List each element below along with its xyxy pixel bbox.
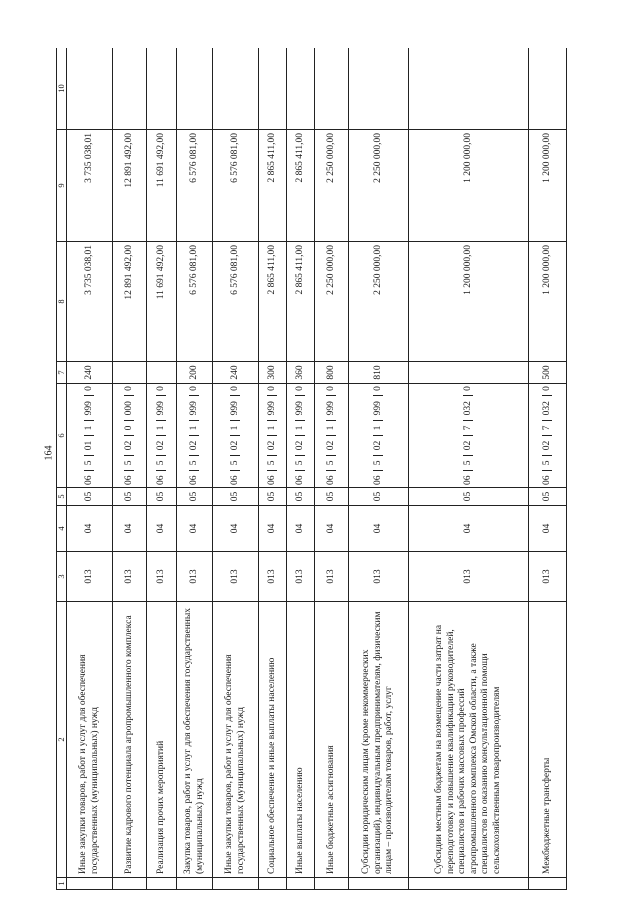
target-article-part: 02 [123, 440, 134, 451]
row-number-cell [113, 878, 147, 890]
target-article-part: 0 [229, 386, 240, 391]
amount-cell: 1 200 000,00 [529, 242, 567, 362]
expense-type-cell [113, 362, 147, 384]
amount-cell: 6 576 081,00 [213, 242, 259, 362]
header-cell: 1 [57, 878, 67, 890]
table-row [529, 48, 567, 890]
subsection-code-cell: 05 [315, 488, 349, 506]
subsection-code-cell: 05 [409, 488, 529, 506]
rotated-table-wrapper [56, 48, 616, 890]
target-article-cell [259, 384, 287, 488]
target-article-part: 5 [462, 460, 473, 466]
target-article-part: 999 [83, 401, 94, 416]
target-article-part: 0 [155, 386, 166, 391]
amount-cell: 6 576 081,00 [213, 130, 259, 242]
amount-cell: 1 200 000,00 [409, 242, 529, 362]
row-name-cell: Иные закупки товаров, работ и услуг для обеспечения государственных (муниципальных) нужд [67, 602, 113, 878]
expense-type-cell: 360 [287, 362, 315, 384]
table-row [177, 48, 213, 890]
header-cell: 4 [57, 506, 67, 552]
target-article-part: 5 [188, 460, 199, 466]
target-article-part: 0 [294, 386, 305, 391]
target-article-part: 000 [123, 401, 134, 416]
table-row [113, 48, 147, 890]
row-name-cell: Социальное обеспечение и иные выплаты населению [259, 602, 287, 878]
ministry-code-cell: 013 [259, 552, 287, 602]
amount-cell: 3 735 038,01 [67, 242, 113, 362]
row-number-cell [259, 878, 287, 890]
table-row [259, 48, 287, 890]
target-article-part: 1 [325, 425, 336, 431]
amount-cell: 2 865 411,00 [287, 130, 315, 242]
target-article-cell [287, 384, 315, 488]
table-row [287, 48, 315, 890]
expense-type-cell: 200 [177, 362, 213, 384]
header-cell: 3 [57, 552, 67, 602]
target-article-part: 7 [541, 425, 552, 431]
expense-type-cell [409, 362, 529, 384]
target-article-part: 06 [325, 475, 336, 485]
section-code-cell: 04 [349, 506, 409, 552]
target-article-part: 02 [372, 440, 383, 451]
amount-cell: 2 250 000,00 [349, 242, 409, 362]
document-page [56, 48, 616, 890]
subsection-code-cell: 05 [177, 488, 213, 506]
row-name-cell: Иные бюджетные ассигнования [315, 602, 349, 878]
header-cell: 2 [57, 602, 67, 878]
target-article-part: 5 [229, 460, 240, 466]
expense-type-cell: 500 [529, 362, 567, 384]
subsection-code-cell: 05 [67, 488, 113, 506]
header-row [57, 48, 67, 890]
target-article-part: 06 [294, 475, 305, 485]
amount-cell: 11 691 492,00 [147, 130, 177, 242]
amount-cell [259, 48, 287, 130]
target-article-part: 06 [462, 475, 473, 485]
target-article-part: 06 [372, 475, 383, 485]
amount-cell: 12 891 492,00 [113, 242, 147, 362]
target-article-cell [147, 384, 177, 488]
ministry-code-cell: 013 [349, 552, 409, 602]
target-article-part: 02 [325, 440, 336, 451]
target-article-part: 1 [372, 425, 383, 431]
target-article-part: 06 [229, 475, 240, 485]
page-number: 164 [43, 445, 55, 461]
ministry-code-cell: 013 [177, 552, 213, 602]
header-cell: 9 [57, 130, 67, 242]
header-cell: 6 [57, 384, 67, 488]
expense-type-cell: 240 [67, 362, 113, 384]
row-name-cell: Субсидии местным бюджетам на возмещение части затрат на переподготовку и повышение квалификации руководителей, специалистов и рабочих массовых профессий агропромышленного комплекса Омской области, а также специалистов по оказанию консультационной помощи сельскохозяйственным товаропроизводителям [409, 602, 529, 878]
section-code-cell: 04 [113, 506, 147, 552]
header-cell: 5 [57, 488, 67, 506]
target-article-part: 1 [266, 425, 277, 431]
subsection-code-cell: 05 [113, 488, 147, 506]
target-article-part: 5 [266, 460, 277, 466]
row-number-cell [529, 878, 567, 890]
amount-cell: 2 250 000,00 [349, 130, 409, 242]
target-article-part: 1 [188, 425, 199, 431]
amount-cell [147, 48, 177, 130]
section-code-cell: 04 [147, 506, 177, 552]
section-code-cell: 04 [409, 506, 529, 552]
target-article-part: 999 [155, 401, 166, 416]
amount-cell: 3 735 038,01 [67, 130, 113, 242]
target-article-part: 02 [229, 440, 240, 451]
target-article-part: 02 [266, 440, 277, 451]
budget-table [56, 48, 567, 890]
amount-cell: 6 576 081,00 [177, 130, 213, 242]
target-article-cell [113, 384, 147, 488]
header-cell: 10 [57, 48, 67, 130]
target-article-part: 999 [266, 401, 277, 416]
target-article-part: 06 [541, 475, 552, 485]
target-article-part: 5 [541, 460, 552, 466]
section-code-cell: 04 [67, 506, 113, 552]
ministry-code-cell: 013 [529, 552, 567, 602]
target-article-part: 0 [325, 386, 336, 391]
row-number-cell [315, 878, 349, 890]
ministry-code-cell: 013 [287, 552, 315, 602]
amount-cell [529, 48, 567, 130]
table-row [213, 48, 259, 890]
target-article-part: 02 [188, 440, 199, 451]
ministry-code-cell: 013 [409, 552, 529, 602]
row-name-cell: Реализация прочих мероприятий [147, 602, 177, 878]
target-article-part: 0 [188, 386, 199, 391]
target-article-part: 0 [462, 386, 473, 391]
table-row [67, 48, 113, 890]
target-article-cell [177, 384, 213, 488]
subsection-code-cell: 05 [147, 488, 177, 506]
row-number-cell [177, 878, 213, 890]
target-article-cell [409, 384, 529, 488]
section-code-cell: 04 [287, 506, 315, 552]
amount-cell: 1 200 000,00 [529, 130, 567, 242]
target-article-part: 0 [83, 386, 94, 391]
row-number-cell [349, 878, 409, 890]
target-article-part: 0 [123, 425, 134, 431]
amount-cell: 2 250 000,00 [315, 242, 349, 362]
expense-type-cell: 800 [315, 362, 349, 384]
amount-cell [287, 48, 315, 130]
amount-cell [349, 48, 409, 130]
target-article-cell [315, 384, 349, 488]
target-article-part: 02 [462, 440, 473, 451]
target-article-part: 02 [541, 440, 552, 451]
row-number-cell [287, 878, 315, 890]
target-article-part: 06 [155, 475, 166, 485]
amount-cell: 2 865 411,00 [259, 242, 287, 362]
target-article-part: 06 [83, 475, 94, 485]
target-article-part: 0 [541, 386, 552, 391]
amount-cell [67, 48, 113, 130]
target-article-cell [529, 384, 567, 488]
target-article-part: 5 [155, 460, 166, 466]
amount-cell: 1 200 000,00 [409, 130, 529, 242]
amount-cell: 2 865 411,00 [259, 130, 287, 242]
target-article-part: 06 [188, 475, 199, 485]
amount-cell [177, 48, 213, 130]
target-article-part: 1 [155, 425, 166, 431]
ministry-code-cell: 013 [213, 552, 259, 602]
table-row [409, 48, 529, 890]
table-row [315, 48, 349, 890]
target-article-part: 02 [294, 440, 305, 451]
row-number-cell [213, 878, 259, 890]
expense-type-cell: 810 [349, 362, 409, 384]
section-code-cell: 04 [315, 506, 349, 552]
amount-cell: 11 691 492,00 [147, 242, 177, 362]
target-article-part: 999 [325, 401, 336, 416]
target-article-part: 5 [372, 460, 383, 466]
subsection-code-cell: 05 [213, 488, 259, 506]
table-row [349, 48, 409, 890]
target-article-part: 999 [188, 401, 199, 416]
target-article-cell [349, 384, 409, 488]
target-article-part: 5 [294, 460, 305, 466]
ministry-code-cell: 013 [147, 552, 177, 602]
ministry-code-cell: 013 [113, 552, 147, 602]
target-article-cell [213, 384, 259, 488]
amount-cell: 2 865 411,00 [287, 242, 315, 362]
target-article-part: 032 [541, 401, 552, 416]
subsection-code-cell: 05 [529, 488, 567, 506]
target-article-part: 01 [83, 440, 94, 451]
amount-cell [213, 48, 259, 130]
ministry-code-cell: 013 [67, 552, 113, 602]
row-number-cell [409, 878, 529, 890]
target-article-part: 02 [155, 440, 166, 451]
target-article-part: 06 [266, 475, 277, 485]
section-code-cell: 04 [213, 506, 259, 552]
target-article-part: 0 [372, 386, 383, 391]
header-cell: 7 [57, 362, 67, 384]
row-number-cell [67, 878, 113, 890]
target-article-part: 999 [372, 401, 383, 416]
target-article-part: 1 [83, 425, 94, 431]
amount-cell [315, 48, 349, 130]
target-article-part: 032 [462, 401, 473, 416]
target-article-part: 1 [294, 425, 305, 431]
amount-cell: 2 250 000,00 [315, 130, 349, 242]
table-row [147, 48, 177, 890]
target-article-part: 5 [325, 460, 336, 466]
row-number-cell [147, 878, 177, 890]
section-code-cell: 04 [177, 506, 213, 552]
target-article-part: 5 [83, 460, 94, 466]
subsection-code-cell: 05 [259, 488, 287, 506]
subsection-code-cell: 05 [287, 488, 315, 506]
expense-type-cell [147, 362, 177, 384]
amount-cell [113, 48, 147, 130]
target-article-cell [67, 384, 113, 488]
amount-cell: 6 576 081,00 [177, 242, 213, 362]
amount-cell: 12 891 492,00 [113, 130, 147, 242]
expense-type-cell: 300 [259, 362, 287, 384]
target-article-part: 0 [123, 386, 134, 391]
row-name-cell: Иные закупки товаров, работ и услуг для обеспечения государственных (муниципальных) нужд [213, 602, 259, 878]
row-name-cell: Межбюджетные трансферты [529, 602, 567, 878]
target-article-part: 5 [123, 460, 134, 466]
row-name-cell: Иные выплаты населению [287, 602, 315, 878]
section-code-cell: 04 [259, 506, 287, 552]
row-name-cell: Закупка товаров, работ и услуг для обеспечения государственных (муниципальных) нужд [177, 602, 213, 878]
expense-type-cell: 240 [213, 362, 259, 384]
row-name-cell: Субсидии юридическим лицам (кроме некоммерческих организаций), индивидуальным предпринимателям, физическим лицам – производителям товаров, работ, услуг [349, 602, 409, 878]
header-cell: 8 [57, 242, 67, 362]
target-article-part: 999 [294, 401, 305, 416]
target-article-part: 1 [229, 425, 240, 431]
section-code-cell: 04 [529, 506, 567, 552]
ministry-code-cell: 013 [315, 552, 349, 602]
target-article-part: 0 [266, 386, 277, 391]
row-name-cell: Развитие кадрового потенциала агропромышленного комплекса [113, 602, 147, 878]
subsection-code-cell: 05 [349, 488, 409, 506]
target-article-part: 999 [229, 401, 240, 416]
amount-cell [409, 48, 529, 130]
target-article-part: 06 [123, 475, 134, 485]
target-article-part: 7 [462, 425, 473, 431]
